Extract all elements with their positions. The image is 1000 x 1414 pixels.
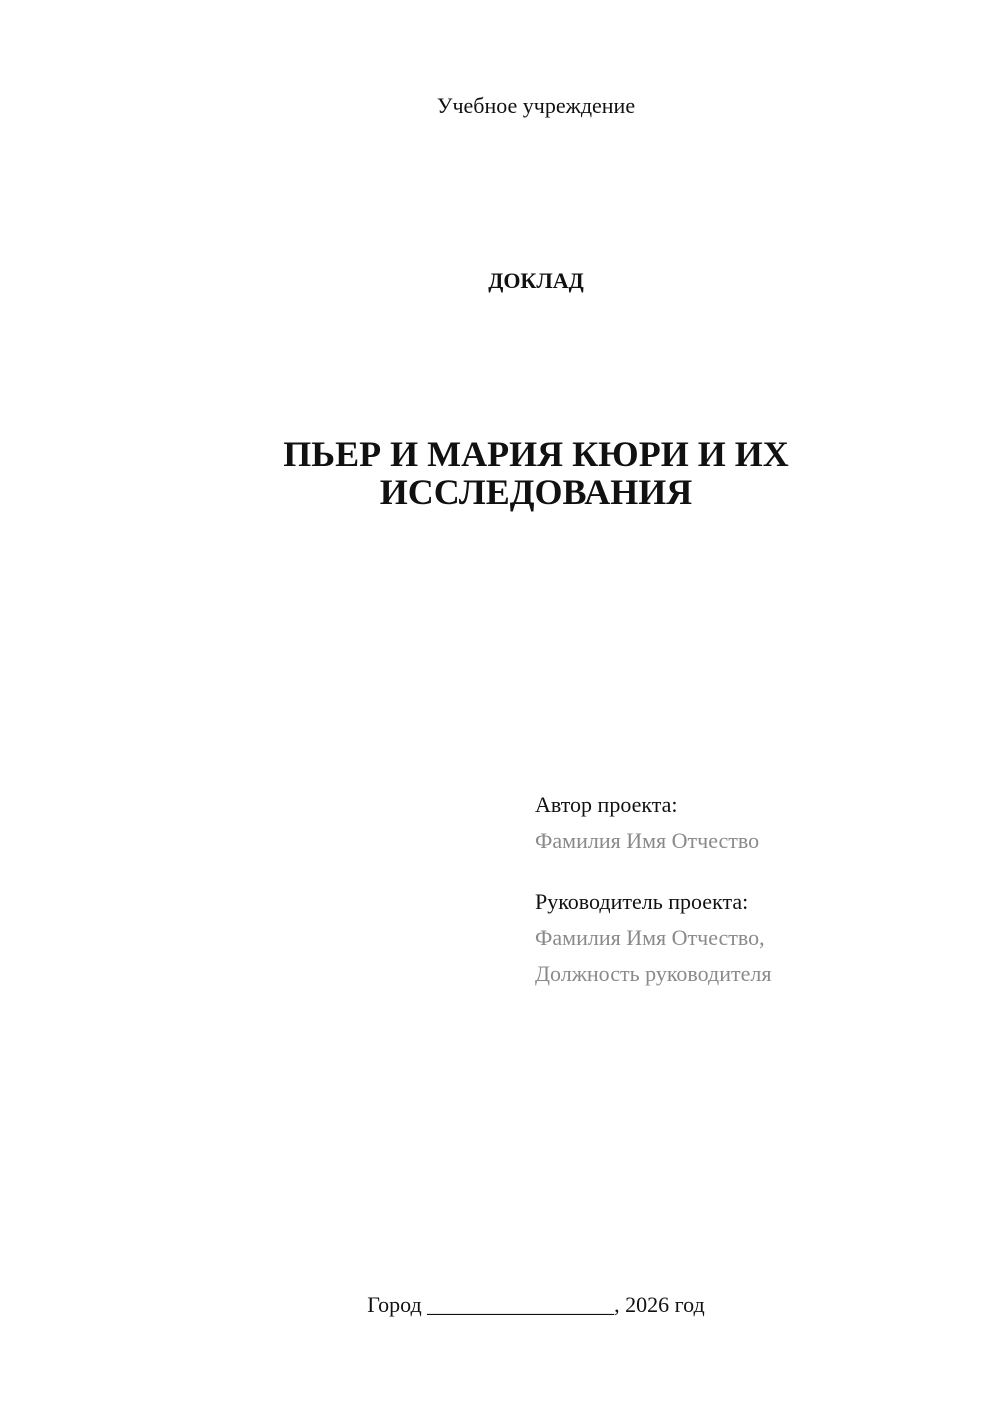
author-label: Автор проекта: [535, 792, 678, 817]
authors-block [535, 787, 955, 992]
document-type: ДОКЛАД [488, 268, 584, 293]
city-year-line: Город _________________, 2026 год [367, 1292, 705, 1317]
document-title [200, 435, 872, 511]
institution-name: Учебное учреждение [436, 93, 636, 118]
supervisor-label: Руководитель проекта: [535, 889, 749, 914]
spacer [535, 859, 955, 884]
supervisor-position: Должность руководителя [535, 961, 772, 986]
supervisor-name: Фамилия Имя Отчество, [535, 925, 765, 950]
title-line-2: ИССЛЕДОВАНИЯ [379, 472, 693, 512]
title-line-1: ПЬЕР И МАРИЯ КЮРИ И ИХ [283, 434, 789, 474]
author-name: Фамилия Имя Отчество [535, 828, 760, 853]
